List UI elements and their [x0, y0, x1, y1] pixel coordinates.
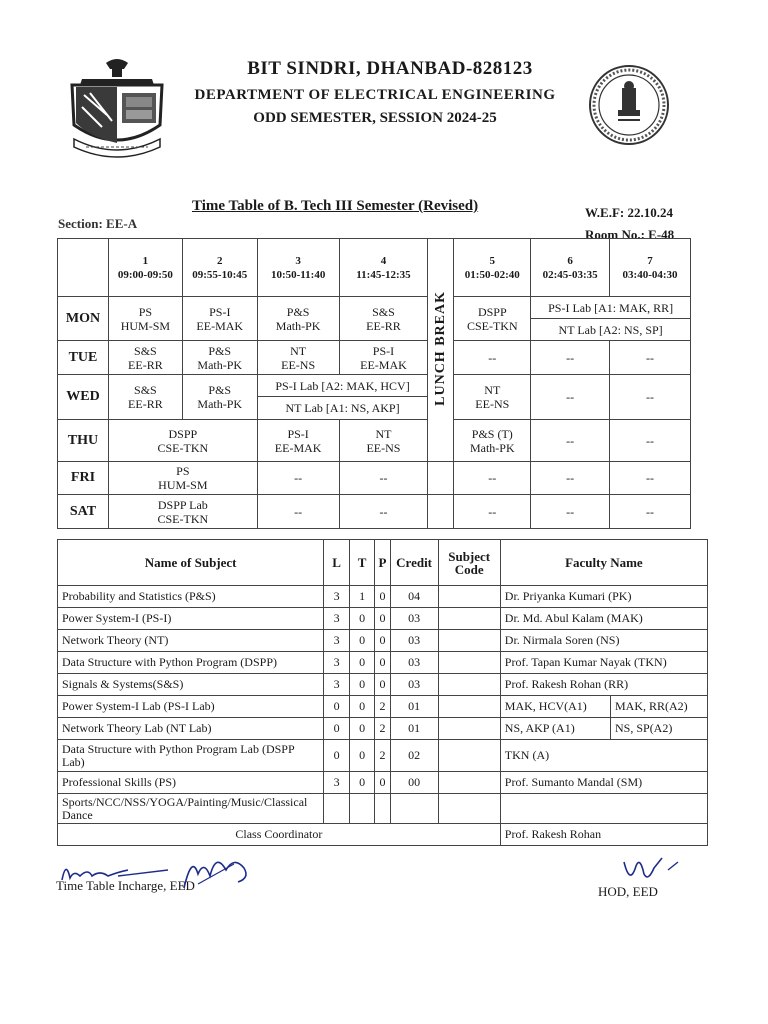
subject-t: 0: [349, 740, 375, 772]
subject-faculty: Prof. Sumanto Mandal (SM): [500, 772, 707, 794]
cell-wed-p5: NT EE-NS: [454, 375, 531, 420]
cell-mon-p4: S&S EE-RR: [339, 297, 428, 341]
col-header-code: Subject Code: [438, 540, 500, 586]
cell-sat-p7: --: [610, 495, 691, 529]
subject-credit: 03: [390, 608, 438, 630]
day-wed: WED: [58, 375, 109, 420]
col-header-l: L: [324, 540, 350, 586]
cell-wed-p7: --: [610, 375, 691, 420]
cell-tue-p3: NT EE-NS: [257, 341, 339, 375]
period-1-header: 1 09:00-09:50: [108, 239, 182, 297]
section-label: Section: EE-A: [58, 216, 138, 231]
subject-p: 2: [375, 696, 390, 718]
day-mon: MON: [58, 297, 109, 341]
cell-fri-p12: PS HUM-SM: [108, 462, 257, 495]
subject-l: 0: [324, 696, 350, 718]
cell-sat-p6: --: [531, 495, 610, 529]
subject-p: [375, 794, 390, 824]
cell-sat-lunch: [428, 495, 454, 529]
subject-p: 0: [375, 586, 390, 608]
subject-code: [438, 586, 500, 608]
cell-fri-p6: --: [531, 462, 610, 495]
cell-thu-p7: --: [610, 420, 691, 462]
subject-p: 2: [375, 740, 390, 772]
subject-t: 0: [349, 630, 375, 652]
subject-p: 0: [375, 772, 390, 794]
cell-fri-p4: --: [339, 462, 428, 495]
coordinator-name: Prof. Rakesh Rohan: [500, 824, 707, 846]
cell-thu-p4: NT EE-NS: [339, 420, 428, 462]
subject-t: 0: [349, 608, 375, 630]
subject-l: 3: [324, 608, 350, 630]
subjects-table: [57, 539, 708, 846]
subject-code: [438, 718, 500, 740]
col-header-subject: Name of Subject: [58, 540, 324, 586]
cell-tue-p1: S&S EE-RR: [108, 341, 182, 375]
subject-t: 0: [349, 674, 375, 696]
coordinator-row: [58, 824, 708, 846]
day-fri: FRI: [58, 462, 109, 495]
session-title: ODD SEMESTER, SESSION 2024-25: [253, 110, 497, 126]
subject-name: Signals & Systems(S&S): [58, 674, 324, 696]
subject-credit: 03: [390, 630, 438, 652]
day-tue: TUE: [58, 341, 109, 375]
cell-tue-p7: --: [610, 341, 691, 375]
subject-t: 1: [349, 586, 375, 608]
subject-credit: 01: [390, 718, 438, 740]
subject-faculty-b: MAK, RR(A2): [611, 696, 708, 718]
subject-name: Probability and Statistics (P&S): [58, 586, 324, 608]
subject-code: [438, 652, 500, 674]
lunch-break: LUNCH BREAK: [428, 239, 454, 462]
cell-thu-p3: PS-I EE-MAK: [257, 420, 339, 462]
subject-t: 0: [349, 772, 375, 794]
subject-code: [438, 674, 500, 696]
subject-l: 0: [324, 718, 350, 740]
subject-name: Power System-I Lab (PS-I Lab): [58, 696, 324, 718]
table-row: [58, 696, 708, 718]
cell-tue-p6: --: [531, 341, 610, 375]
institute-seal: [588, 64, 670, 146]
col-header-p: P: [375, 540, 390, 586]
table-row: [58, 794, 708, 824]
wef-date: W.E.F: 22.10.24: [585, 205, 673, 220]
subject-credit: 04: [390, 586, 438, 608]
cell-wed-lab-a: PS-I Lab [A2: MAK, HCV]: [257, 375, 428, 397]
subject-faculty: Dr. Md. Abul Kalam (MAK): [500, 608, 707, 630]
cell-mon-p1: PS HUM-SM: [108, 297, 182, 341]
subject-credit: 03: [390, 652, 438, 674]
cell-fri-p3: --: [257, 462, 339, 495]
subject-credit: 01: [390, 696, 438, 718]
timetable-grid: [57, 238, 691, 529]
subject-credit: 03: [390, 674, 438, 696]
table-row: [58, 630, 708, 652]
table-row: [58, 718, 708, 740]
cell-tue-p4: PS-I EE-MAK: [339, 341, 428, 375]
incharge-label: Time Table Incharge, EED: [56, 878, 195, 893]
institute-name: BIT SINDRI, DHANBAD-828123: [247, 58, 533, 79]
subject-l: 3: [324, 772, 350, 794]
cell-sat-p5: --: [454, 495, 531, 529]
subject-t: 0: [349, 696, 375, 718]
subject-l: 0: [324, 740, 350, 772]
department-name: DEPARTMENT OF ELECTRICAL ENGINEERING: [194, 87, 556, 103]
cell-fri-p5: --: [454, 462, 531, 495]
period-3-header: 3 10:50-11:40: [257, 239, 339, 297]
col-header-faculty: Faculty Name: [500, 540, 707, 586]
subject-t: 0: [349, 718, 375, 740]
cell-tue-p2: P&S Math-PK: [182, 341, 257, 375]
timetable-title: Time Table of B. Tech III Semester (Revised): [192, 198, 479, 214]
cell-thu-p6: --: [531, 420, 610, 462]
subject-name: Data Structure with Python Program Lab (DSPP Lab): [58, 740, 324, 772]
cell-thu-p12: DSPP CSE-TKN: [108, 420, 257, 462]
subject-credit: [390, 794, 438, 824]
period-2-header: 2 09:55-10:45: [182, 239, 257, 297]
corner-cell: [58, 239, 109, 297]
cell-mon-p3: P&S Math-PK: [257, 297, 339, 341]
subject-p: 0: [375, 608, 390, 630]
cell-wed-p1: S&S EE-RR: [108, 375, 182, 420]
cell-mon-p2: PS-I EE-MAK: [182, 297, 257, 341]
institute-logo: [62, 55, 172, 165]
table-row: [58, 652, 708, 674]
period-5-header: 5 01:50-02:40: [454, 239, 531, 297]
cell-wed-lab-b: NT Lab [A1: NS, AKP]: [257, 397, 428, 420]
cell-fri-lunch: [428, 462, 454, 495]
subject-faculty-a: MAK, HCV(A1): [500, 696, 610, 718]
subject-code: [438, 740, 500, 772]
cell-mon-p5: DSPP CSE-TKN: [454, 297, 531, 341]
hod-signature: [618, 852, 688, 888]
subject-code: [438, 772, 500, 794]
subject-credit: 02: [390, 740, 438, 772]
subject-faculty: Dr. Nirmala Soren (NS): [500, 630, 707, 652]
cell-fri-p7: --: [610, 462, 691, 495]
subject-p: 0: [375, 674, 390, 696]
subject-faculty: TKN (A): [500, 740, 707, 772]
period-6-header: 6 02:45-03:35: [531, 239, 610, 297]
cell-thu-p5: P&S (T) Math-PK: [454, 420, 531, 462]
subject-name: Data Structure with Python Program (DSPP): [58, 652, 324, 674]
subject-code: [438, 696, 500, 718]
cell-wed-p2: P&S Math-PK: [182, 375, 257, 420]
cell-wed-p6: --: [531, 375, 610, 420]
subject-name: Professional Skills (PS): [58, 772, 324, 794]
subject-credit: 00: [390, 772, 438, 794]
subject-l: 3: [324, 674, 350, 696]
subject-faculty-a: NS, AKP (A1): [500, 718, 610, 740]
table-row: [58, 740, 708, 772]
subject-code: [438, 794, 500, 824]
subject-faculty: Prof. Tapan Kumar Nayak (TKN): [500, 652, 707, 674]
col-header-t: T: [349, 540, 375, 586]
cell-tue-p5: --: [454, 341, 531, 375]
subject-code: [438, 630, 500, 652]
subject-name: Power System-I (PS-I): [58, 608, 324, 630]
period-4-header: 4 11:45-12:35: [339, 239, 428, 297]
cell-mon-lab-b: NT Lab [A2: NS, SP]: [531, 319, 691, 341]
room-number: Room No.: E-48: [585, 227, 675, 242]
hod-label: HOD, EED: [598, 884, 658, 899]
subject-t: 0: [349, 652, 375, 674]
period-7-header: 7 03:40-04:30: [610, 239, 691, 297]
cell-sat-p12: DSPP Lab CSE-TKN: [108, 495, 257, 529]
subject-p: 0: [375, 652, 390, 674]
col-header-credit: Credit: [390, 540, 438, 586]
table-row: [58, 608, 708, 630]
subject-p: 0: [375, 630, 390, 652]
table-row: [58, 772, 708, 794]
subject-l: [324, 794, 350, 824]
subject-name: Sports/NCC/NSS/YOGA/Painting/Music/Classical Dance: [58, 794, 324, 824]
cell-sat-p3: --: [257, 495, 339, 529]
day-thu: THU: [58, 420, 109, 462]
subject-name: Network Theory Lab (NT Lab): [58, 718, 324, 740]
coordinator-label: Class Coordinator: [58, 824, 501, 846]
subject-faculty-b: NS, SP(A2): [611, 718, 708, 740]
subject-t: [349, 794, 375, 824]
subject-l: 3: [324, 586, 350, 608]
subject-p: 2: [375, 718, 390, 740]
cell-sat-p4: --: [339, 495, 428, 529]
subject-faculty: Prof. Rakesh Rohan (RR): [500, 674, 707, 696]
subject-faculty: [500, 794, 707, 824]
subject-faculty: Dr. Priyanka Kumari (PK): [500, 586, 707, 608]
subject-code: [438, 608, 500, 630]
subject-l: 3: [324, 630, 350, 652]
cell-mon-lab-a: PS-I Lab [A1: MAK, RR]: [531, 297, 691, 319]
subject-l: 3: [324, 652, 350, 674]
table-row: [58, 586, 708, 608]
table-row: [58, 674, 708, 696]
day-sat: SAT: [58, 495, 109, 529]
subject-name: Network Theory (NT): [58, 630, 324, 652]
